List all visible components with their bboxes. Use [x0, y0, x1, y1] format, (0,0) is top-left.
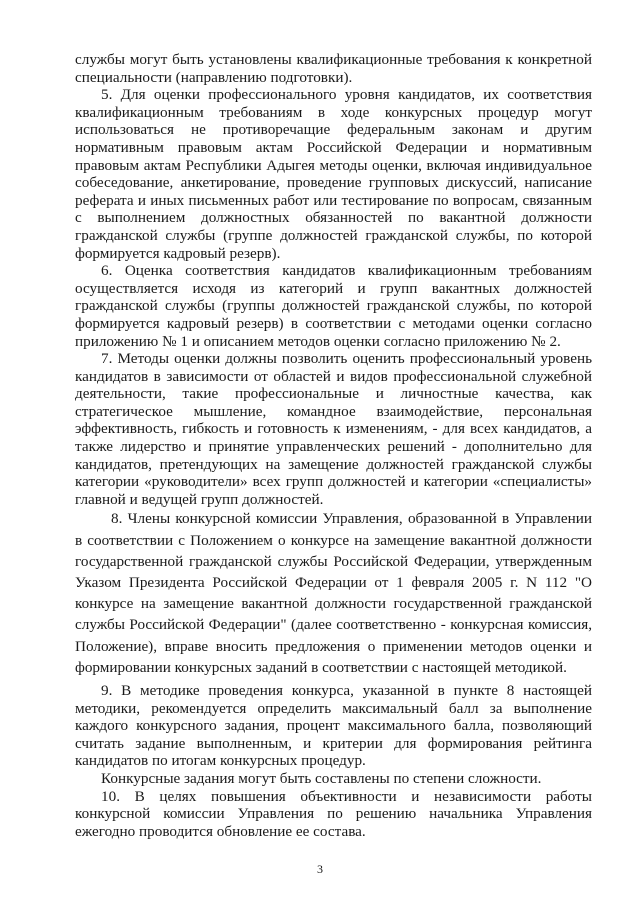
paragraph-6: 6. Оценка соответствия кандидатов квалификационным требованиям осуществляется исходя из категорий и групп вакантных должностей гражданской службы (группы должностей гражданской службы, по которой формируется кадровый резерв) в соответствии с методами оценки согласно приложению № 1 и описанием методов оценки согласно приложению № 2. [75, 262, 592, 350]
paragraph-10: 10. В целях повышения объективности и независимости работы конкурсной комиссии Управления по решению начальника Управления ежегодно проводится обновление ее состава. [75, 787, 592, 840]
paragraph-7: 7. Методы оценки должны позволить оценить профессиональный уровень кандидатов в зависимости от областей и видов профессиональной служебной деятельности, такие профессиональные и личностные качества, как стратегическое мышление, командное взаимодействие, персональная эффективность, гибкость и готовность к изменениям, - для всех кандидатов, а также лидерство и принятие управленческих решений - дополнительно для кандидатов, претендующих на замещение должностей гражданской службы категории «руководители» всех групп должностей и категории «специалисты» главной и ведущей групп должностей. [75, 350, 592, 508]
paragraph-continuation: службы могут быть установлены квалификационные требования к конкретной специальности (направлению подготовки). [75, 51, 592, 86]
document-body [75, 51, 592, 840]
paragraph-5: 5. Для оценки профессионального уровня кандидатов, их соответствия квалификационным требованиям в ходе конкурсных процедур могут использоваться не противоречащие федеральным законам и другим нормативным правовым актам Российской Федерации и нормативным правовым актам Республики Адыгея методы оценки, включая индивидуальное собеседование, анкетирование, проведение групповых дискуссий, написание реферата и иных письменных работ или тестирование по вопросам, связанным с выполнением должностных обязанностей по вакантной должности гражданской службы (группе должностей гражданской службы, по которой формируется кадровый резерв). [75, 86, 592, 262]
paragraph-8: 8. Члены конкурсной комиссии Управления, образованной в Управлении в соответствии с Положением о конкурсе на замещение вакантной должности государственной гражданской службы Российской Федерации, утвержденным Указом Президента Российской Федерации от 1 февраля 2005 г. N 112 "О конкурсе на замещение вакантной должности государственной гражданской службы Российской Федерации" (далее соответственно - конкурсная комиссия, Положение), вправе вносить предложения о применении методов оценки и формировании конкурсных заданий в соответствии с настоящей методикой. [75, 510, 592, 676]
paragraph-9: 9. В методике проведения конкурса, указанной в пункте 8 настоящей методики, рекомендуется определить максимальный балл за выполнение каждого конкурсного задания, процент максимального балла, позволяющий считать задание выполненным, и критерии для формирования рейтинга кандидатов по итогам конкурсных процедур. [75, 682, 592, 770]
paragraph-9-note: Конкурсные задания могут быть составлены по степени сложности. [101, 770, 542, 788]
page-number: 3 [317, 862, 323, 876]
